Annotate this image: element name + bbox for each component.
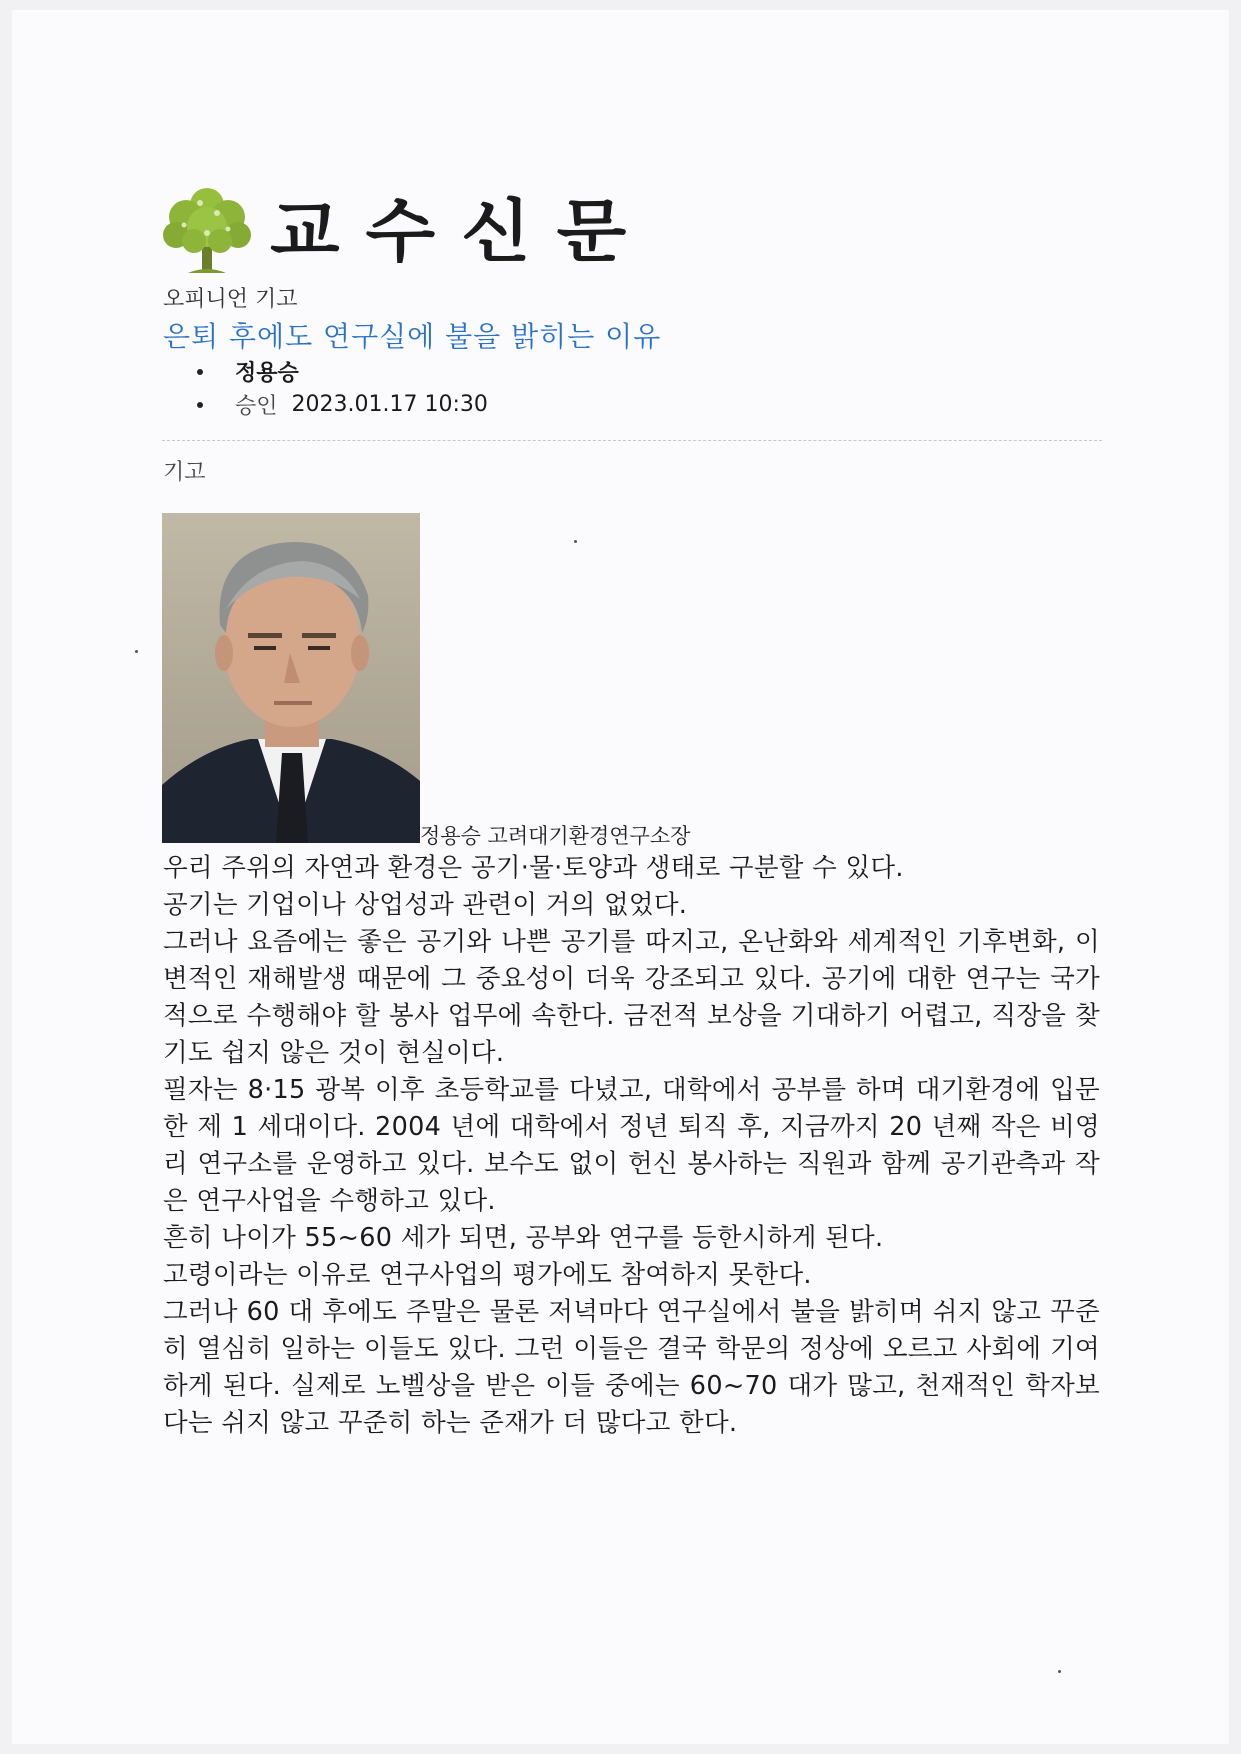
article-title[interactable]: 은퇴 후에도 연구실에 불을 밝히는 이유 — [163, 320, 662, 353]
author-row — [197, 355, 488, 388]
divider — [162, 440, 1102, 441]
body-paragraph: 그러나 요즘에는 좋은 공기와 나쁜 공기를 따지고, 온난화와 세계적인 기후변화, 이변적인 재해발생 때문에 그 중요성이 더욱 강조되고 있다. 공기에 대한 연구는 국가적으로 수행해야 할 봉사 업무에 속한다. 금전적 보상을 기대하기 어렵고, 직장을 찾기도 쉽지 않은 것이 현실이다. — [163, 927, 1100, 1068]
bullet-icon — [197, 402, 203, 408]
newspaper-logo[interactable] — [162, 185, 652, 277]
photo-caption: 정용승 고려대기환경연구소장 — [420, 824, 691, 848]
article-meta — [197, 355, 488, 421]
article-body — [163, 850, 1100, 1442]
body-paragraph: 우리 주위의 자연과 환경은 공기·물·토양과 생태로 구분할 수 있다. — [163, 853, 904, 883]
publish-date: 2023.01.17 10:30 — [291, 392, 488, 417]
tree-icon — [162, 185, 252, 277]
scan-speck — [574, 540, 577, 543]
author-photo — [162, 513, 420, 843]
article-category: 기고 — [163, 460, 206, 485]
scan-speck — [135, 650, 138, 653]
author-name[interactable]: 정용승 — [235, 361, 299, 386]
scanned-page — [12, 10, 1229, 1744]
body-paragraph: 고령이라는 이유로 연구사업의 평가에도 참여하지 못한다. — [163, 1260, 812, 1290]
body-paragraph: 필자는 8·15 광복 이후 초등학교를 다녔고, 대학에서 공부를 하며 대기환경에 입문한 제 1 세대이다. 2004 년에 대학에서 정년 퇴직 후, 지금까지 20 년째 작은 비영리 연구소를 운영하고 있다. 보수도 없이 헌신 봉사하는 직원과 함께 공기관측과 작은 연구사업을 수행하고 있다. — [163, 1075, 1100, 1216]
date-row — [197, 388, 488, 421]
body-paragraph: 흔히 나이가 55~60 세가 되면, 공부와 연구를 등한시하게 된다. — [163, 1223, 884, 1253]
date-label: 승인 — [235, 394, 278, 419]
body-paragraph: 공기는 기업이나 상업성과 관련이 거의 없었다. — [163, 890, 688, 920]
bullet-icon — [197, 369, 203, 375]
scan-speck — [1058, 1670, 1061, 1673]
logo-wordmark: 교수신문 — [270, 190, 653, 271]
body-paragraph: 그러나 60 대 후에도 주말은 물론 저녁마다 연구실에서 불을 밝히며 쉬지 않고 꾸준히 열심히 일하는 이들도 있다. 그런 이들은 결국 학문의 정상에 오르고 사회에 기여하게 된다. 실제로 노벨상을 받은 이들 중에는 60~70 대가 많고, 천재적인 학자보다는 쉬지 않고 꾸준히 하는 준재가 더 많다고 한다. — [163, 1297, 1100, 1438]
section-label[interactable]: 오피니언 기고 — [163, 287, 298, 312]
